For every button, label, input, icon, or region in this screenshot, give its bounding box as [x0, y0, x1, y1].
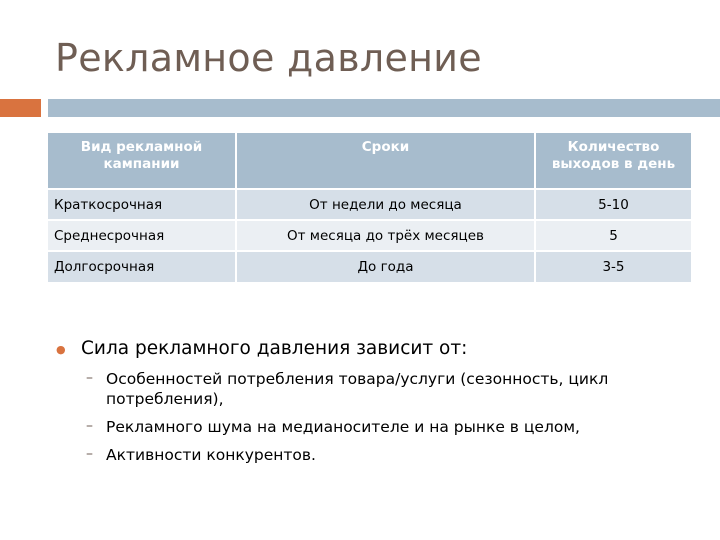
sub-bullet-item	[86, 369, 696, 409]
header-period: Сроки	[236, 133, 535, 189]
cell-daily-count: 5	[535, 220, 691, 251]
header-daily-count: Количество выходов в день	[535, 133, 691, 189]
dash-icon: –	[86, 418, 93, 434]
cell-period: От недели до месяца	[236, 189, 535, 220]
sub-bullet-text: Рекламного шума на медианосителе и на рынке в целом,	[106, 418, 580, 436]
bullet-list	[56, 338, 696, 473]
cell-campaign-type: Краткосрочная	[48, 189, 236, 220]
cell-daily-count: 3-5	[535, 251, 691, 282]
bullet-dot-icon: ●	[56, 343, 66, 356]
dash-icon: –	[86, 370, 93, 386]
cell-daily-count: 5-10	[535, 189, 691, 220]
cell-period: До года	[236, 251, 535, 282]
sub-bullet-text: Особенностей потребления товара/услуги (сезонность, цикл потребления),	[106, 370, 609, 408]
table-header-row	[48, 133, 691, 189]
accent-bar-blue	[48, 99, 720, 117]
slide-title: Рекламное давление	[55, 36, 482, 80]
sub-bullet-item	[86, 417, 696, 437]
sub-bullet-item	[86, 445, 696, 465]
bullet-main-text: Сила рекламного давления зависит от:	[81, 338, 468, 359]
cell-period: От месяца до трёх месяцев	[236, 220, 535, 251]
table-row	[48, 189, 691, 220]
accent-bar-orange	[0, 99, 41, 117]
dash-icon: –	[86, 446, 93, 462]
cell-campaign-type: Долгосрочная	[48, 251, 236, 282]
header-campaign-type: Вид рекламной кампании	[48, 133, 236, 189]
cell-campaign-type: Среднесрочная	[48, 220, 236, 251]
sub-bullet-list	[86, 369, 696, 465]
campaign-table	[48, 133, 691, 282]
bullet-main-item	[56, 338, 696, 359]
sub-bullet-text: Активности конкурентов.	[106, 446, 316, 464]
table-row	[48, 251, 691, 282]
table-row	[48, 220, 691, 251]
